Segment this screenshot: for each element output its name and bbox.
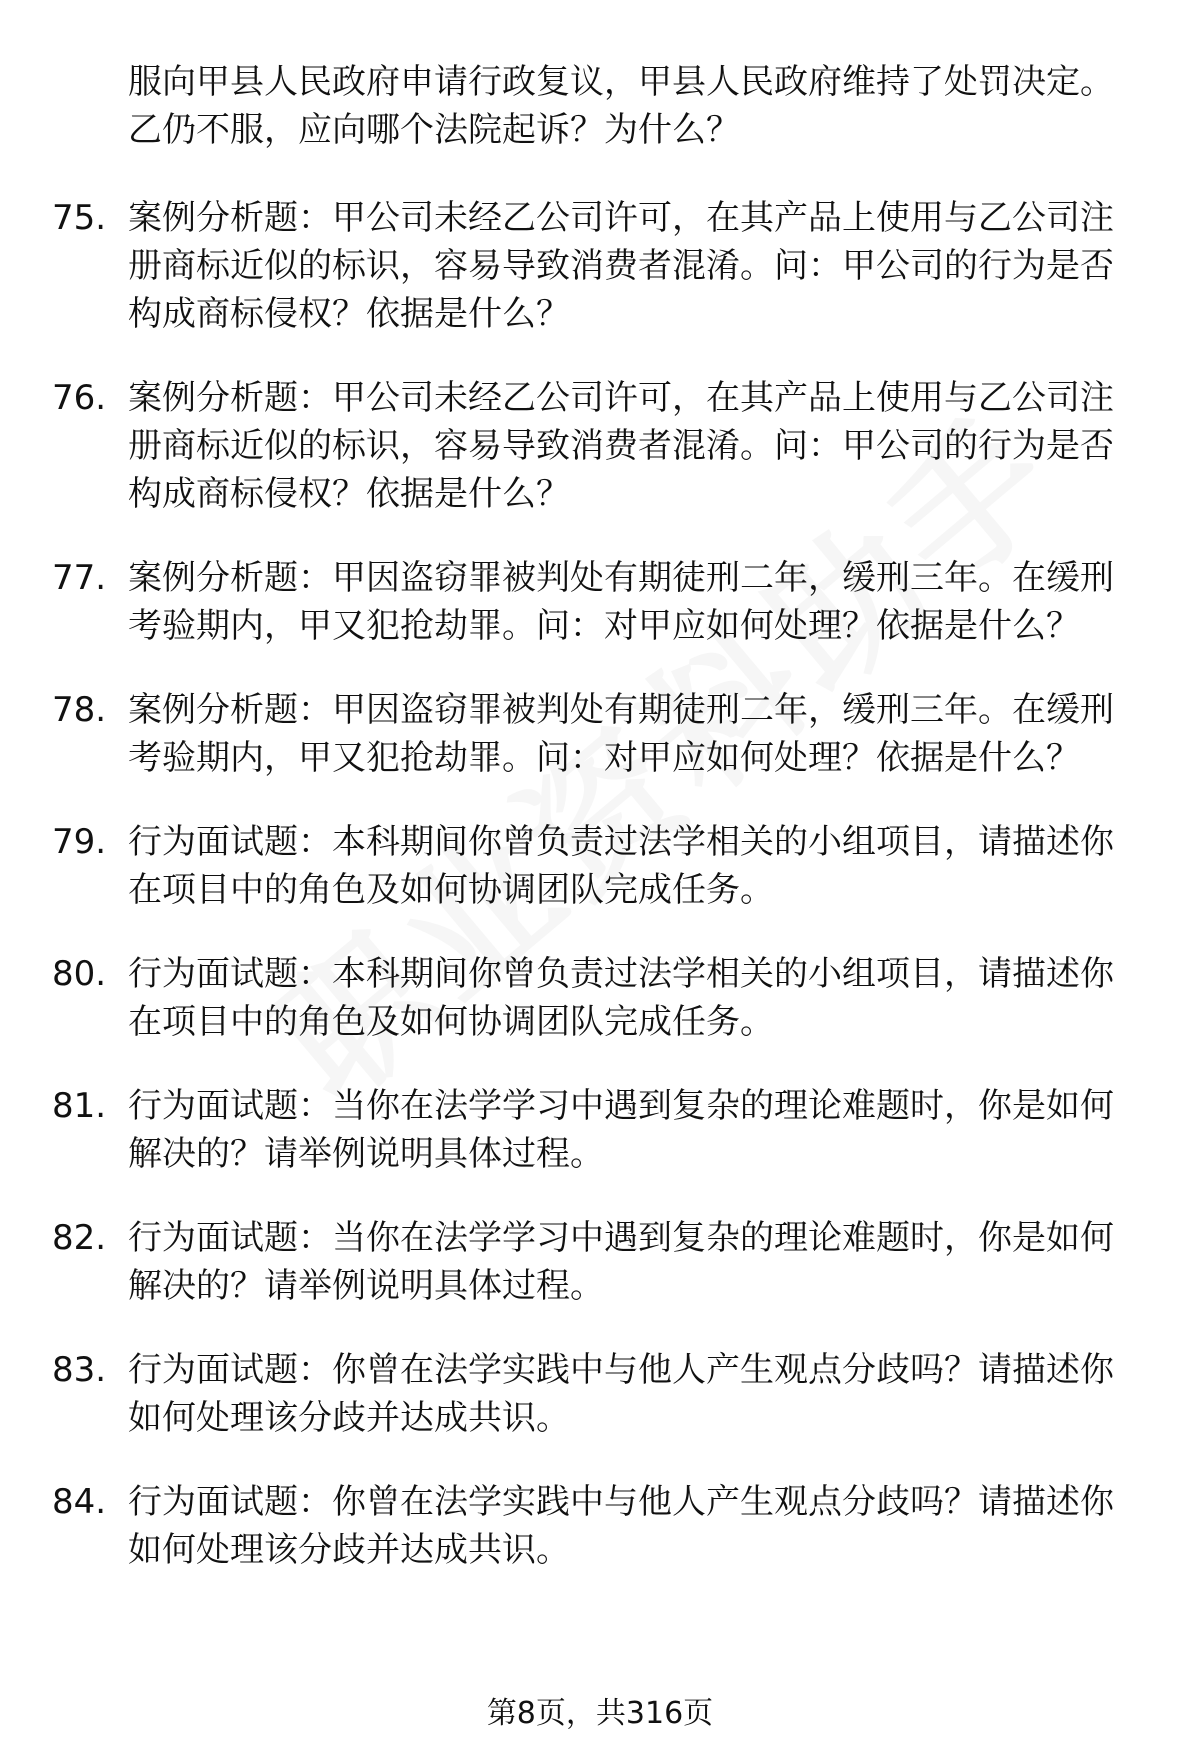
- list-item: [0, 374, 1138, 518]
- question-number: 75.: [52, 198, 107, 238]
- list-item: [0, 554, 1138, 650]
- question-text: 案例分析题：甲因盗窃罪被判处有期徒刑二年，缓刑三年。在缓刑考验期内，甲又犯抢劫罪。问：对甲应如何处理？依据是什么？: [128, 690, 1114, 778]
- question-text: 行为面试题：你曾在法学实践中与他人产生观点分歧吗？请描述你如何处理该分歧并达成共识。: [128, 1350, 1114, 1438]
- question-number: 84.: [52, 1482, 107, 1522]
- question-text: 案例分析题：甲公司未经乙公司许可，在其产品上使用与乙公司注册商标近似的标识，容易导致消费者混淆。问：甲公司的行为是否构成商标侵权？依据是什么？: [128, 378, 1114, 514]
- list-item: [0, 194, 1138, 338]
- question-text: 行为面试题：本科期间你曾负责过法学相关的小组项目，请描述你在项目中的角色及如何协调团队完成任务。: [128, 822, 1114, 910]
- question-number: 81.: [52, 1086, 107, 1126]
- list-item: [0, 686, 1138, 782]
- list-item: [0, 950, 1138, 1046]
- question-number: 77.: [52, 558, 107, 598]
- question-text: 行为面试题：当你在法学学习中遇到复杂的理论难题时，你是如何解决的？请举例说明具体过程。: [128, 1218, 1114, 1306]
- question-text: 行为面试题：你曾在法学实践中与他人产生观点分歧吗？请描述你如何处理该分歧并达成共识。: [128, 1482, 1114, 1570]
- list-item: [0, 1478, 1138, 1574]
- question-text: 行为面试题：本科期间你曾负责过法学相关的小组项目，请描述你在项目中的角色及如何协调团队完成任务。: [128, 954, 1114, 1042]
- list-item: [0, 1346, 1138, 1442]
- page-footer: 第8页，共316页: [486, 1696, 714, 1731]
- question-text: 案例分析题：甲因盗窃罪被判处有期徒刑二年，缓刑三年。在缓刑考验期内，甲又犯抢劫罪。问：对甲应如何处理？依据是什么？: [128, 558, 1114, 646]
- question-number: 79.: [52, 822, 107, 862]
- question-number: 83.: [52, 1350, 107, 1390]
- question-text: 行为面试题：当你在法学学习中遇到复杂的理论难题时，你是如何解决的？请举例说明具体过程。: [128, 1086, 1114, 1174]
- list-item: [0, 1082, 1138, 1178]
- question-number: 78.: [52, 690, 107, 730]
- list-item: [0, 1214, 1138, 1310]
- question-number: 80.: [52, 954, 107, 994]
- question-text: 案例分析题：甲公司未经乙公司许可，在其产品上使用与乙公司注册商标近似的标识，容易导致消费者混淆。问：甲公司的行为是否构成商标侵权？依据是什么？: [128, 198, 1114, 334]
- question-number: 76.: [52, 378, 107, 418]
- continuation-text: 服向甲县人民政府申请行政复议，甲县人民政府维持了处罚决定。乙仍不服，应向哪个法院起诉？为什么？: [128, 62, 1114, 150]
- question-list: [0, 194, 1200, 1610]
- question-number: 82.: [52, 1218, 107, 1258]
- list-item: [0, 818, 1138, 914]
